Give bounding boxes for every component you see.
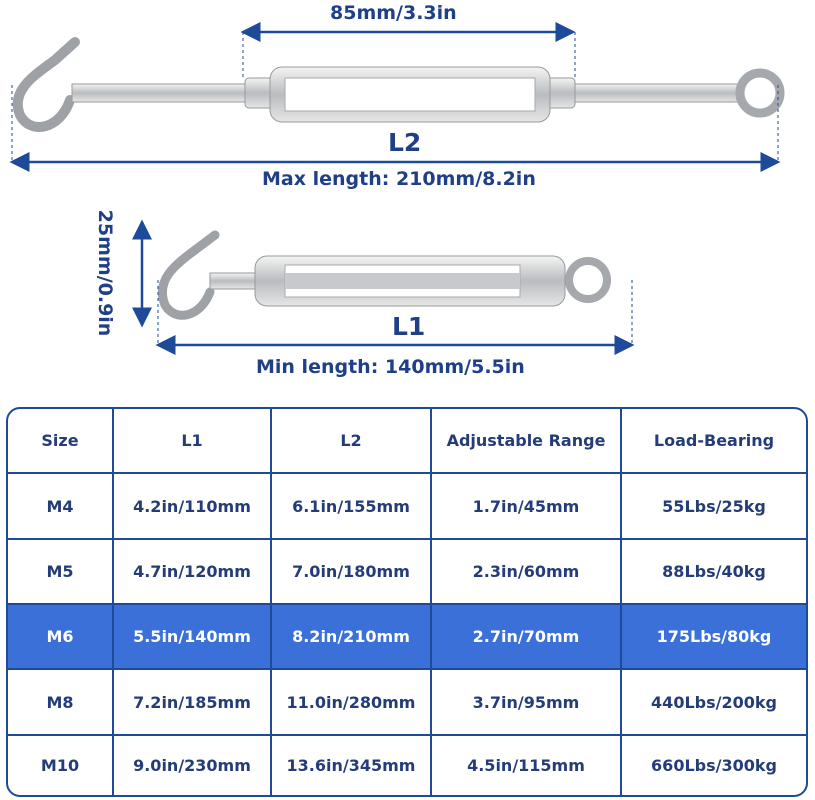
cell-load: 440Lbs/200kg <box>622 670 806 735</box>
cell-l2: 7.0in/180mm <box>272 540 432 605</box>
turnbuckle-retracted <box>162 235 607 315</box>
table-row-highlighted <box>8 605 806 670</box>
cell-load: 55Lbs/25kg <box>622 474 806 539</box>
header-l1: L1 <box>114 409 272 474</box>
cell-size: M8 <box>8 670 114 735</box>
cell-l1: 9.0in/230mm <box>114 736 272 795</box>
header-size: Size <box>8 409 114 474</box>
table-header-row <box>8 409 806 474</box>
cell-l1: 7.2in/185mm <box>114 670 272 735</box>
max-length-label: Max length: 210mm/8.2in <box>262 168 536 190</box>
table-row <box>8 540 806 605</box>
cell-size: M4 <box>8 474 114 539</box>
cell-l2: 6.1in/155mm <box>272 474 432 539</box>
min-length-label: Min length: 140mm/5.5in <box>256 356 525 378</box>
cell-l2: 8.2in/210mm <box>272 605 432 670</box>
table-row <box>8 736 806 795</box>
turnbuckle-extended <box>18 42 780 127</box>
cell-l1: 4.2in/110mm <box>114 474 272 539</box>
cell-size: M10 <box>8 736 114 795</box>
cell-l2: 13.6in/345mm <box>272 736 432 795</box>
cell-load: 660Lbs/300kg <box>651 755 777 775</box>
table-row <box>8 474 806 539</box>
cell-load: 175Lbs/80kg <box>622 605 806 670</box>
header-load-bearing: Load-Bearing <box>622 409 806 474</box>
cell-l1: 5.5in/140mm <box>114 605 272 670</box>
table-row <box>8 670 806 735</box>
cell-l1: 4.7in/120mm <box>114 540 272 605</box>
cell-load: 88Lbs/40kg <box>622 540 806 605</box>
header-l2: L2 <box>272 409 432 474</box>
cell-range: 2.3in/60mm <box>432 540 622 605</box>
l2-label: L2 <box>388 128 422 157</box>
header-adjustable-range: Adjustable Range <box>432 409 622 474</box>
cell-size: M5 <box>8 540 114 605</box>
cell-range: 3.7in/95mm <box>432 670 622 735</box>
l1-label: L1 <box>392 312 426 341</box>
height-label: 25mm/0.9in <box>94 209 116 337</box>
cell-range: 4.5in/115mm <box>432 736 622 795</box>
cell-size: M6 <box>8 605 114 670</box>
cell-range: 1.7in/45mm <box>432 474 622 539</box>
cell-range: 2.7in/70mm <box>432 605 622 670</box>
clamp-length-label: 85mm/3.3in <box>330 2 457 24</box>
spec-table <box>6 407 808 797</box>
cell-l2: 11.0in/280mm <box>272 670 432 735</box>
